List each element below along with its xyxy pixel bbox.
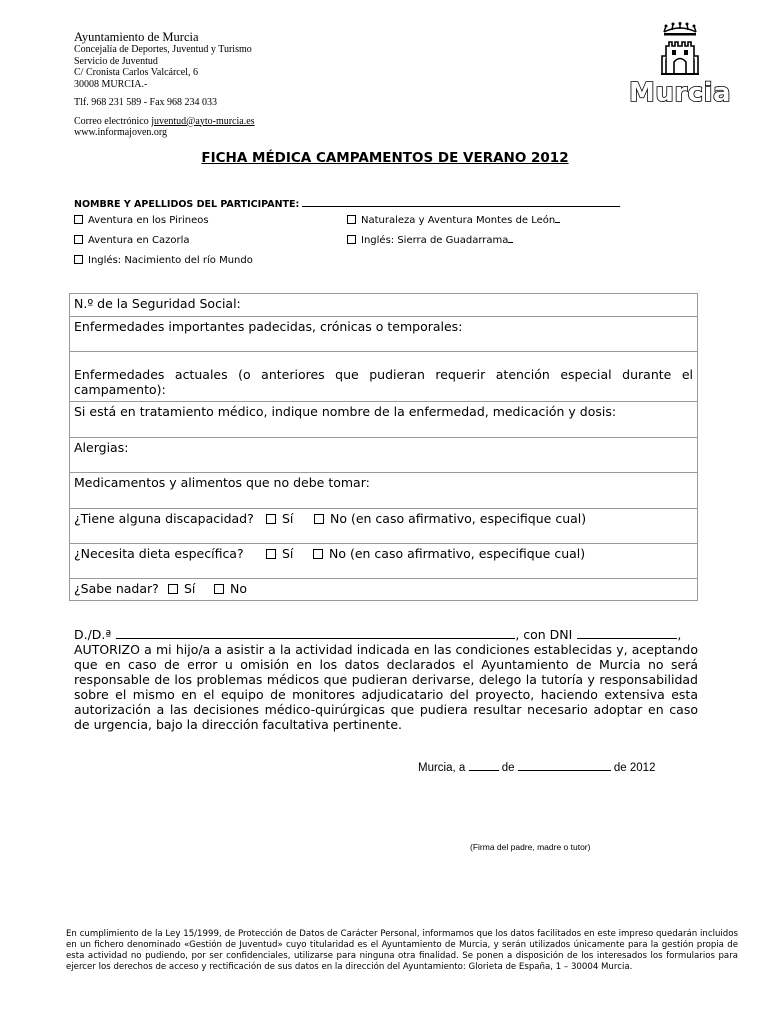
guardian-name-line[interactable] [116, 627, 515, 639]
castle-crown-icon [628, 22, 732, 80]
camp-label: Inglés: Nacimiento del río Mundo [88, 255, 253, 266]
organization-header [74, 30, 255, 139]
swim-question: ¿Sabe nadar? [74, 581, 159, 596]
signature-caption: (Firma del padre, madre o tutor) [470, 842, 591, 852]
social-security-label: N.º de la Seguridad Social: [74, 296, 241, 311]
page-title: FICHA MÉDICA CAMPAMENTOS DE VERANO 2012 [201, 150, 569, 166]
org-service: Servicio de Juventud [74, 55, 158, 67]
org-name: Ayuntamiento de Murcia [74, 30, 199, 44]
yes-label: Sí [282, 511, 294, 526]
disability-row [70, 508, 697, 543]
place-date-line [418, 760, 655, 774]
camp-label: Aventura en Cazorla [88, 235, 190, 246]
camp-option-leon [347, 215, 560, 226]
place-label: Murcia, a [418, 762, 466, 774]
current-diseases-row[interactable] [70, 351, 697, 401]
swim-yes-option [168, 581, 195, 596]
no-label: No [230, 581, 247, 596]
camp-option-cazorla [74, 235, 190, 246]
org-department: Concejalía de Deportes, Juventud y Turismo [74, 44, 252, 55]
day-line[interactable] [469, 760, 499, 771]
email-label: Correo electrónico [74, 115, 152, 127]
disability-no-option [314, 511, 586, 526]
treatment-label: Si está en tratamiento médico, indique nombre de la enfermedad, medicación y dosis: [74, 404, 617, 419]
org-address: C/ Cronista Carlos Valcárcel, 6 [74, 67, 198, 78]
camp-option-rio-mundo [74, 255, 253, 266]
swim-no-option [214, 581, 247, 596]
medical-info-table [69, 293, 698, 601]
yes-label: Sí [282, 546, 294, 561]
checkbox[interactable] [168, 584, 178, 594]
past-diseases-row[interactable] [70, 316, 697, 351]
treatment-row[interactable] [70, 401, 697, 437]
checkbox[interactable] [74, 235, 83, 244]
org-phone: Tlf. 968 231 589 - Fax 968 234 033 [74, 97, 218, 108]
diet-no-option [313, 546, 585, 561]
diet-question: ¿Necesita dieta específica? [74, 546, 244, 561]
participant-name-field [74, 197, 620, 210]
checkbox[interactable] [266, 549, 276, 559]
forbidden-items-label: Medicamentos y alimentos que no debe tomar: [74, 475, 370, 490]
participant-name-line[interactable] [302, 197, 620, 207]
comma: , [677, 627, 682, 642]
data-protection-notice: En cumplimiento de la Ley 15/1999, de Protección de Datos de Carácter Personal, informamos que los datos facilitados en este impreso quedarán incluidos en un fichero denominado «Gestión de Juventud» cuyo titularidad es el Ayuntamiento de Murcia, y serán utilizados únicamente para la gestión propia de esta actividad no pudiendo, por ser confidenciales, utilizarse para ninguna otra finalidad. Se ponen a disposición de los interesados los formularios para ejercer los derechos de acceso y rectificación de sus datos en la dirección del Ayuntamiento: Glorieta de España, 1 – 30004 Murcia. [66, 929, 738, 972]
month-line[interactable] [518, 760, 611, 771]
camp-label: Naturaleza y Aventura Montes de León [361, 215, 556, 226]
org-website[interactable]: www.informajoven.org [74, 127, 168, 138]
diet-row [70, 543, 697, 578]
murcia-logo [628, 22, 732, 110]
org-email-line [74, 116, 255, 128]
camp-option-pirineos [74, 215, 209, 226]
yes-label: Sí [184, 581, 196, 596]
social-security-row[interactable] [70, 294, 697, 316]
checkbox[interactable] [214, 584, 224, 594]
past-diseases-label: Enfermedades importantes padecidas, crónicas o temporales: [74, 319, 463, 334]
de-label: de [501, 762, 515, 774]
org-postal-code: 30008 MURCIA.- [74, 78, 148, 90]
dni-line[interactable] [577, 627, 677, 639]
allergies-row[interactable] [70, 437, 697, 472]
authorization-section [74, 627, 698, 732]
checkbox[interactable] [74, 215, 83, 224]
disability-question: ¿Tiene alguna discapacidad? [74, 511, 254, 526]
no-label: No (en caso afirmativo, especifique cual) [329, 546, 586, 561]
forbidden-items-row[interactable] [70, 472, 697, 508]
year-label: de 2012 [613, 762, 656, 774]
authorization-text: AUTORIZO a mi hijo/a a asistir a la actividad indicada en las condiciones establecidas y, aceptando que en caso de error u omisión en los datos declarados el Ayuntamiento de Murcia no será responsable de los problemas médicos que pudieran derivarse, delego la tutoría y responsabilidad sobre el mismo en el equipo de monitores adjudicatario del proyecto, haciendo extensiva esta autorización a las decisiones médico-quirúrgicas que pudiera resultar necesario adoptar en caso de urgencia, bajo la dirección facultativa pertinente. [74, 642, 698, 732]
swim-row [70, 578, 697, 600]
dni-label: , con DNI [515, 627, 573, 642]
logo-wordmark: Murcia [628, 78, 732, 108]
current-diseases-label: Enfermedades actuales (o anteriores que pudieran requerir atención especial durante el campamento): [74, 367, 693, 397]
camp-label: Aventura en los Pirineos [88, 215, 209, 226]
no-label: No (en caso afirmativo, especifique cual) [330, 511, 587, 526]
checkbox[interactable] [347, 235, 356, 244]
checkbox[interactable] [314, 514, 324, 524]
disability-yes-option [266, 511, 293, 526]
checkbox[interactable] [347, 215, 356, 224]
diet-yes-option [266, 546, 293, 561]
guardian-line [74, 627, 698, 642]
camp-label: Inglés: Sierra de Guadarrama [361, 235, 509, 246]
checkbox[interactable] [266, 514, 276, 524]
camp-option-guadarrama [347, 235, 513, 246]
allergies-label: Alergias: [74, 440, 129, 455]
guardian-prefix: D./D.ª [74, 627, 112, 642]
participant-name-label: NOMBRE Y APELLIDOS DEL PARTICIPANTE: [74, 199, 300, 210]
checkbox[interactable] [313, 549, 323, 559]
checkbox[interactable] [74, 255, 83, 264]
email-link[interactable]: juventud@ayto-murcia.es [151, 115, 255, 127]
